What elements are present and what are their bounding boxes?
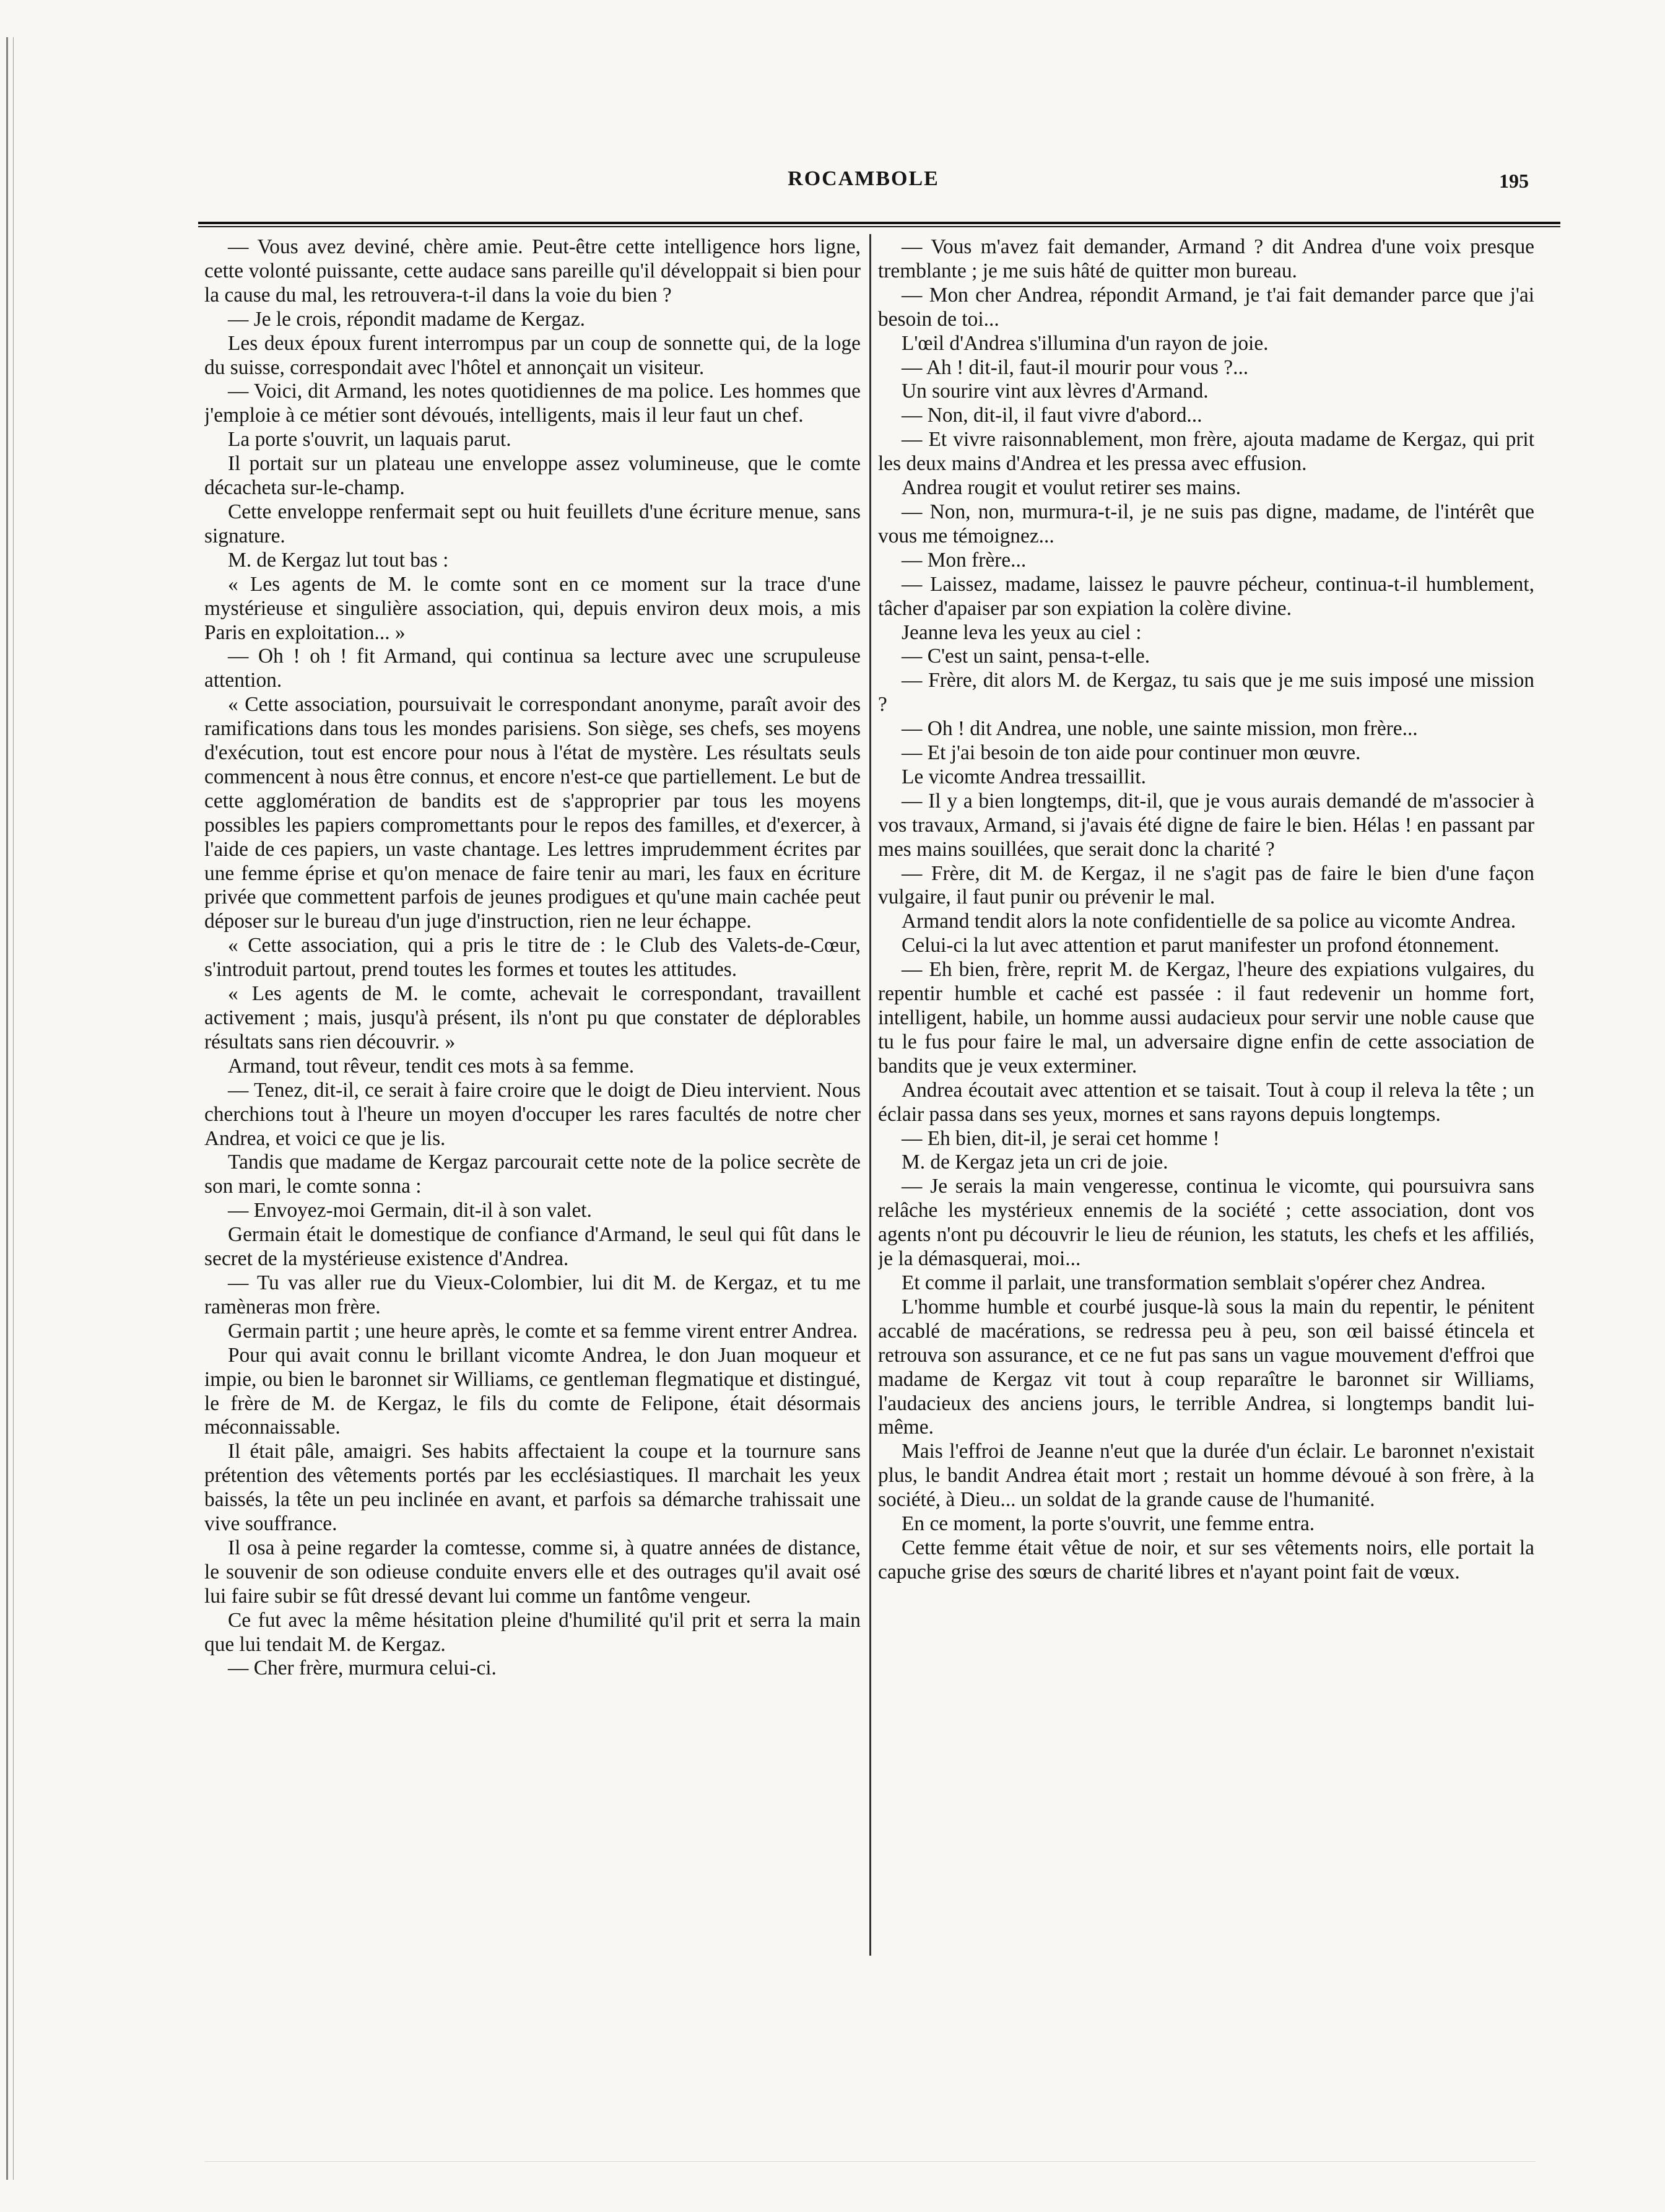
paragraph: M. de Kergaz jeta un cri de joie. bbox=[902, 1151, 1168, 1174]
bottom-rule bbox=[204, 2161, 1536, 2162]
paragraph: « Cette association, qui a pris le titre de : le Club des Valets-de-Cœur, s'introduit partout, prend toutes les formes et toutes les attitudes. bbox=[204, 934, 861, 982]
paragraph: Jeanne leva les yeux au ciel : bbox=[902, 620, 1142, 644]
paragraph: La porte s'ouvrit, un laquais parut. bbox=[228, 428, 511, 451]
paragraph: Un sourire vint aux lèvres d'Armand. bbox=[902, 380, 1209, 403]
paragraph: — Frère, dit M. de Kergaz, il ne s'agit pas de faire le bien d'une façon vulgaire, il faut punir ou prévenir le mal. bbox=[878, 861, 1534, 909]
paragraph: Cette femme était vêtue de noir, et sur ses vêtements noirs, elle portait la capuche grise des sœurs de charité libres et n'ayant point fait de vœux. bbox=[878, 1536, 1534, 1583]
paragraph: — Oh ! dit Andrea, une noble, une sainte mission, mon frère... bbox=[902, 717, 1418, 741]
paragraph: — Voici, dit Armand, les notes quotidiennes de ma police. Les hommes que j'emploie à ce métier sont dévoués, intelligents, mais il leur faut un chef. bbox=[204, 380, 861, 427]
paragraph: Germain était le domestique de confiance d'Armand, le seul qui fût dans le secret de la mystérieuse existence d'Andrea. bbox=[204, 1223, 861, 1271]
paragraph: Tandis que madame de Kergaz parcourait cette note de la police secrète de son mari, le comte sonna : bbox=[204, 1151, 861, 1198]
paragraph: — Eh bien, frère, reprit M. de Kergaz, l'heure des expiations vulgaires, du repentir humble et caché est passée : il faut redevenir un homme fort, intelligent, habile, un homme aussi audacieux pour servir une noble cause que tu le fus pour faire le mal, un adversaire digne enfin de cette association de bandits que je veux exterminer. bbox=[878, 958, 1534, 1078]
paragraph: — Je le crois, répondit madame de Kergaz. bbox=[228, 307, 586, 331]
paragraph: — Et j'ai besoin de ton aide pour continuer mon œuvre. bbox=[902, 741, 1361, 765]
paragraph: — Je serais la main vengeresse, continua le vicomte, qui poursuivra sans relâche les mystérieux ennemis de la société ; cette association, dont vos agents n'ont pu découvrir le lieu de réunion, les statuts, les chefs et les affiliés, je la démasquerai, moi... bbox=[878, 1175, 1534, 1271]
paragraph: Germain partit ; une heure après, le comte et sa femme virent entrer Andrea. bbox=[228, 1319, 858, 1343]
paragraph: — Non, non, murmura-t-il, je ne suis pas digne, madame, de l'intérêt que vous me témoignez... bbox=[878, 500, 1534, 547]
paragraph: Andrea rougit et voulut retirer ses mains. bbox=[902, 476, 1241, 500]
paragraph: Andrea écoutait avec attention et se taisait. Tout à coup il releva la tête ; un éclair passa dans ses yeux, mornes et sans rayons depuis longtemps. bbox=[878, 1078, 1534, 1126]
paragraph: — Mon frère... bbox=[902, 548, 1027, 572]
paragraph: — Laissez, madame, laissez le pauvre pécheur, continua-t-il humblement, tâcher d'apaiser par son expiation la colère divine. bbox=[878, 572, 1534, 620]
paragraph: Armand tendit alors la note confidentielle de sa police au vicomte Andrea. bbox=[902, 910, 1516, 933]
paragraph: Ce fut avec la même hésitation pleine d'humilité qu'il prit et serra la main que lui tendait M. de Kergaz. bbox=[204, 1608, 861, 1656]
paragraph: — Envoyez-moi Germain, dit-il à son valet. bbox=[228, 1199, 592, 1222]
paragraph: — Il y a bien longtemps, dit-il, que je vous aurais demandé de m'associer à vos travaux, Armand, si j'avais été digne de faire le bien. Hélas ! en passant par mes mains souillées, que serait donc la charité ? bbox=[878, 789, 1534, 861]
paragraph: Les deux époux furent interrompus par un coup de sonnette qui, de la loge du suisse, correspondait avec l'hôtel et annonçait un visiteur. bbox=[204, 331, 861, 379]
paragraph: L'homme humble et courbé jusque-là sous la main du repentir, le pénitent accablé de macérations, se redressa peu à peu, son œil baissé étincela et retrouva son assurance, et ce ne fut pas sans un vague mouvement d'effroi que madame de Kergaz vit tout à coup reparaître le baronnet sir Williams, l'audacieux des anciens jours, le terrible Andrea, si longtemps bandit lui-même. bbox=[878, 1295, 1534, 1439]
paragraph: — Non, dit-il, il faut vivre d'abord... bbox=[902, 404, 1202, 427]
paragraph: L'œil d'Andrea s'illumina d'un rayon de joie. bbox=[902, 331, 1269, 355]
paragraph: Et comme il parlait, une transformation semblait s'opérer chez Andrea. bbox=[902, 1271, 1486, 1294]
running-header bbox=[186, 167, 1541, 204]
paragraph: Armand, tout rêveur, tendit ces mots à sa femme. bbox=[228, 1054, 635, 1078]
column-divider bbox=[869, 234, 871, 1956]
paragraph: — Oh ! oh ! fit Armand, qui continua sa lecture avec une scrupuleuse attention. bbox=[204, 645, 861, 692]
left-column bbox=[204, 235, 861, 1969]
paragraph: — Ah ! dit-il, faut-il mourir pour vous ?... bbox=[902, 355, 1249, 379]
paragraph: — Cher frère, murmura celui-ci. bbox=[228, 1657, 497, 1680]
paragraph: — Frère, dit alors M. de Kergaz, tu sais que je me suis imposé une mission ? bbox=[878, 669, 1534, 716]
paragraph: Mais l'effroi de Jeanne n'eut que la durée d'un éclair. Le baronnet n'existait plus, le bandit Andrea était mort ; restait un homme dévoué à son frère, à la société, à Dieu... un soldat de la grande cause de l'humanité. bbox=[878, 1440, 1534, 1512]
paragraph: Celui-ci la lut avec attention et parut manifester un profond étonnement. bbox=[902, 934, 1500, 957]
page-number: 195 bbox=[1499, 170, 1529, 192]
paragraph: M. de Kergaz lut tout bas : bbox=[228, 548, 449, 572]
paragraph: — Tenez, dit-il, ce serait à faire croire que le doigt de Dieu intervient. Nous cherchions tout à l'heure un moyen d'occuper les rares facultés de notre cher Andrea, et voici ce que je lis. bbox=[204, 1078, 861, 1150]
paragraph: — Vous avez deviné, chère amie. Peut-être cette intelligence hors ligne, cette volonté puissante, cette audace sans pareille qu'il développait si bien pour la cause du mal, les retrouvera-t-il dans la voie du bien ? bbox=[204, 235, 861, 307]
running-title: ROCAMBOLE bbox=[788, 167, 939, 190]
paragraph: Il osa à peine regarder la comtesse, comme si, à quatre années de distance, le souvenir de son odieuse conduite envers elle et des outrages qu'il avait osé lui faire subir se fût dressé devant lui comme un fantôme vengeur. bbox=[204, 1536, 861, 1608]
paragraph: — Mon cher Andrea, répondit Armand, je t'ai fait demander parce que j'ai besoin de toi... bbox=[878, 283, 1534, 331]
paragraph: « Les agents de M. le comte sont en ce moment sur la trace d'une mystérieuse et singulière association, qui, depuis environ deux mois, a mis Paris en exploitation... » bbox=[204, 572, 861, 644]
paragraph: Il portait sur un plateau une enveloppe assez volumineuse, que le comte décacheta sur-le-champ. bbox=[204, 452, 861, 500]
right-column bbox=[878, 235, 1534, 1969]
paragraph: Le vicomte Andrea tressaillit. bbox=[902, 765, 1146, 788]
paragraph: « Cette association, poursuivait le correspondant anonyme, paraît avoir des ramifications dans tous les mondes parisiens. Son siège, ses chefs, ses moyens d'exécution, tout est encore pour nous à l'état de mystère. Les résultats seuls commencent à nous être connus, et encore n'est-ce que partiellement. Le but de cette agglomération de bandits est de s'approprier par tous les moyens possibles les papiers compromettants pour le repos des familles, et d'exercer, à l'aide de ces papiers, un vaste chantage. Les lettres imprudemment écrites par une femme éprise et qu'on menace de faire tenir au mari, les faux en écriture privée que commettent parfois de jeunes prodigues et qu'une main cachée peut déposer sur le bureau d'un juge d'instruction, rien ne leur échappe. bbox=[204, 693, 861, 933]
paragraph: — Vous m'avez fait demander, Armand ? dit Andrea d'une voix presque tremblante ; je me suis hâté de quitter mon bureau. bbox=[878, 235, 1534, 282]
paragraph: Pour qui avait connu le brillant vicomte Andrea, le don Juan moqueur et impie, ou bien le baronnet sir Williams, ce gentleman flegmatique et distingué, le frère de M. de Kergaz, le fils du comte de Felipone, était désormais méconnaissable. bbox=[204, 1343, 861, 1439]
header-rule bbox=[198, 222, 1560, 227]
paragraph: — Et vivre raisonnablement, mon frère, ajouta madame de Kergaz, qui prit les deux mains d'Andrea et les pressa avec effusion. bbox=[878, 428, 1534, 476]
paragraph: — C'est un saint, pensa-t-elle. bbox=[902, 645, 1150, 668]
paragraph: En ce moment, la porte s'ouvrit, une femme entra. bbox=[902, 1512, 1315, 1536]
paragraph: Cette enveloppe renfermait sept ou huit feuillets d'une écriture menue, sans signature. bbox=[204, 500, 861, 547]
paragraph: « Les agents de M. le comte, achevait le correspondant, travaillent activement ; mais, jusqu'à présent, ils n'ont pu que constater de déplorables résultats sans rien découvrir. » bbox=[204, 982, 861, 1053]
paragraph: — Eh bien, dit-il, je serai cet homme ! bbox=[902, 1126, 1220, 1150]
paragraph: Il était pâle, amaigri. Ses habits affectaient la coupe et la tournure sans prétention des vêtements portés par les ecclésiastiques. Il marchait les yeux baissés, la tête un peu inclinée en avant, et parfois sa démarche trahissait une vive souffrance. bbox=[204, 1440, 861, 1536]
paragraph: — Tu vas aller rue du Vieux-Colombier, lui dit M. de Kergaz, et tu me ramèneras mon frère. bbox=[204, 1271, 861, 1318]
page-binding-edge bbox=[6, 37, 14, 2180]
